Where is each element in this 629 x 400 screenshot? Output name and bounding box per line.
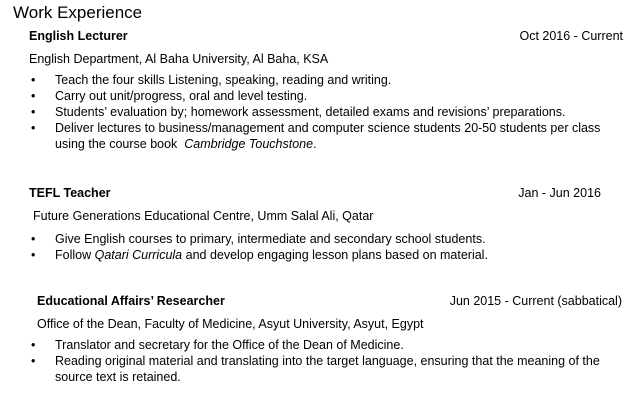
job-header-tefl-teacher [29, 185, 601, 201]
job-header-educational-affairs [37, 293, 622, 309]
job-title: TEFL Teacher [29, 186, 111, 200]
bullet-text: Students’ evaluation by; homework assessment, detailed exams and revisions’ preparations. [55, 105, 566, 119]
job-title: Educational Affairs’ Researcher [37, 294, 225, 308]
job-header-english-lecturer [29, 28, 623, 44]
bullet-text: Teach the four skills Listening, speaking, reading and writing. [55, 73, 392, 87]
list-item [28, 72, 620, 88]
job-title: English Lecturer [29, 29, 128, 43]
job-bullet-list [28, 72, 620, 152]
job-bullet-list [28, 231, 620, 263]
curricula-title: Qatari Curricula [94, 248, 183, 262]
job-dates: Oct 2016 - Current [519, 29, 623, 43]
list-item [28, 337, 626, 353]
bullet-text-end: and develop engaging lesson plans based on material. [185, 248, 488, 262]
list-item [28, 231, 620, 247]
list-item [28, 353, 626, 385]
bullet-text: Give English courses to primary, intermediate and secondary school students. [55, 232, 486, 246]
job-organization: English Department, Al Baha University, Al Baha, KSA [29, 52, 329, 66]
job-dates: Jun 2015 - Current (sabbatical) [449, 294, 622, 308]
list-item [28, 104, 620, 120]
list-item [28, 120, 620, 152]
bullet-text: Follow [55, 248, 92, 262]
job-bullet-list [28, 337, 626, 385]
bullet-text: Carry out unit/progress, oral and level testing. [55, 89, 308, 103]
list-item [28, 247, 620, 263]
bullet-text: Reading original material and translating into the target language, ensuring that the meaning of the source text is retained. [55, 354, 600, 384]
job-dates: Jan - Jun 2016 [518, 186, 601, 200]
job-organization: Office of the Dean, Faculty of Medicine, Asyut University, Asyut, Egypt [37, 317, 424, 331]
bullet-text: Deliver lectures to business/management and computer science students 20-50 students per class using the course book [55, 121, 601, 151]
course-book-title: Cambridge Touchstone [184, 137, 314, 151]
list-item [28, 88, 620, 104]
bullet-text: Translator and secretary for the Office of the Dean of Medicine. [55, 338, 404, 352]
bullet-text-end: . [313, 137, 317, 151]
job-organization: Future Generations Educational Centre, Umm Salal Ali, Qatar [33, 209, 374, 223]
section-title: Work Experience [13, 3, 143, 22]
